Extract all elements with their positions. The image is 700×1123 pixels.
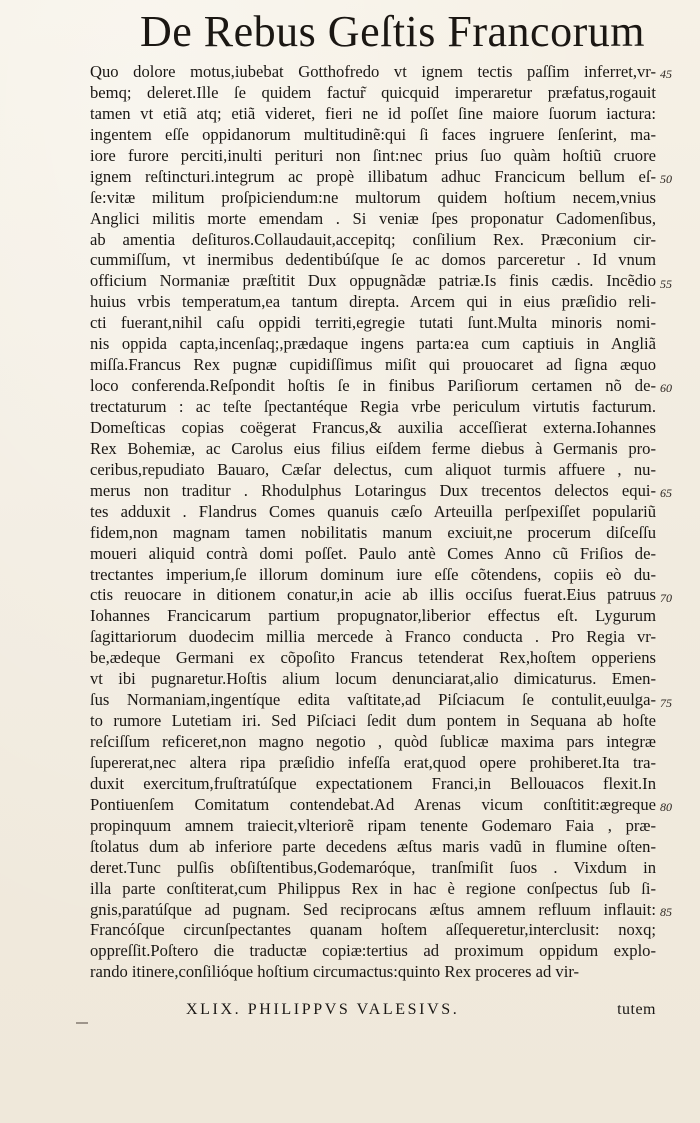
text-line-content: illa parte conſtiterat,cum Philippus Rex in hac è regione conſpectus ſub ſi- xyxy=(90,878,656,898)
margin-line-number: 70 xyxy=(660,590,672,605)
text-line-content: reſciſſum reficeret,non magno negotio , quòd ſublicæ maxima pars integræ xyxy=(90,732,656,751)
text-line xyxy=(90,250,656,271)
text-line-content: deret.Tunc pulſis obſiſtentibus,Godemaróque, tranſmiſit ſuos . Vixdum in xyxy=(90,857,656,877)
text-line xyxy=(90,209,656,230)
text-line-content: merus non traditur . Rhodulphus Lotaringus Dux trecentos delectos equi- xyxy=(90,480,656,500)
text-line-content: ctis reuocare in ditionem conatur,in acie ab illis occiſus fuerat.Eius patruus xyxy=(90,585,656,605)
text-line-content: ſupererat,nec altera ripa præſidio infeſſa erat,quod opere prohiberet.Ita tra- xyxy=(90,752,656,772)
text-line-content: trectaturum : ac teſte ſpectantéque Regia vrbe periculum virtutis facturum. xyxy=(90,397,656,416)
text-line xyxy=(90,167,656,188)
text-line-content: Anglici militis morte emendam . Si veniæ ſpes proponatur Cadomenſibus, xyxy=(90,208,656,228)
text-line xyxy=(90,397,656,418)
text-line-content: ſe:vitæ militum proſpiciendum:ne multorum quidem hoſtium necem,vnius xyxy=(90,187,656,207)
text-line-content: ſtolatus dum ab inferiore parte decedens æſtus maris vadũ in flumine oſten- xyxy=(90,836,656,856)
text-line xyxy=(90,83,656,104)
text-line-content: cummiſſum, vt inermibus dedentibúſque ſe ac domos parceretur . Id vnum xyxy=(90,250,656,270)
text-line xyxy=(90,418,656,439)
text-line-content: miſſa.Francus Rex pugnæ cupidiſſimus miſit qui prouocaret ad ſigna æquo xyxy=(90,355,656,375)
margin-line-number: 60 xyxy=(660,381,672,396)
ink-speck xyxy=(76,1022,88,1024)
text-line xyxy=(90,355,656,376)
text-line-content: Pontiuenſem Comitatum contendebat.Ad Arenas vicum conſtitit:ægreque xyxy=(90,794,656,814)
text-line xyxy=(90,690,656,711)
margin-line-number: 75 xyxy=(660,695,672,710)
text-line-content: vt ibi pugnaretur.Hoſtis alium locum denunciarat,alio dimicaturus. Emen- xyxy=(90,669,656,689)
text-line xyxy=(90,460,656,481)
text-line xyxy=(90,669,656,690)
text-line-content: rando itinere,conſilióque hoſtium circumactus:quinto Rex proceres ad vir- xyxy=(90,962,580,982)
text-line xyxy=(90,585,656,606)
text-line-content: Quo dolore motus,iubebat Gotthofredo vt ignem tectis paſſim inferret,vr- xyxy=(90,62,656,81)
text-line xyxy=(90,711,656,732)
text-line xyxy=(90,606,656,627)
text-line-content: moueri aliquid contrà domi poſſet. Paulo antè Comes Anno cũ Friſios de- xyxy=(90,543,656,563)
text-line xyxy=(90,816,656,837)
text-line-content: tamen vt etiã atq; etiã videret, fieri ne id poſſet ſine maiore ſuorum iactura: xyxy=(90,103,656,123)
catchword: tutem xyxy=(617,1001,656,1018)
text-line-content: be,ædeque Germani ex cõpoſito Francus tetenderat Rex,hoſtem opperiens xyxy=(90,648,656,668)
text-line xyxy=(90,774,656,795)
text-line-content: loco conferenda.Reſpondit hoſtis ſe in finibus Pariſiorum certamen nõ de- xyxy=(90,376,656,396)
text-line xyxy=(90,104,656,125)
running-head: De Rebus Geſtis Francorum xyxy=(140,7,645,56)
text-line xyxy=(90,795,656,816)
text-line-content: officium Normaniæ præſtitit Dux oppugnãdæ patriæ.Is finis cædis. Incẽdio xyxy=(90,271,656,291)
text-line xyxy=(90,439,656,460)
text-line xyxy=(90,858,656,879)
page-footer xyxy=(90,1001,656,1023)
text-line-content: ab amentia deſituros.Collaudauit,accepitq; conſilium Rex. Præconium cir- xyxy=(90,229,656,249)
text-line-content: ſagittariorum duodecim millia mercede à Franco conducta . Pro Regia vr- xyxy=(90,627,656,647)
text-line xyxy=(90,481,656,502)
text-line xyxy=(90,292,656,313)
text-line xyxy=(90,523,656,544)
text-line xyxy=(90,732,656,753)
margin-line-number: 55 xyxy=(660,276,672,291)
text-line-content: Domeſticas copias coëgerat Francus,& auxilia acceſſierat externa.Iohannes xyxy=(90,417,656,437)
text-line-content: propinquum amnem traiecit,vlteriorẽ ripam tenente Godemaro Faia , præ- xyxy=(90,815,656,835)
text-line xyxy=(90,962,656,983)
text-line xyxy=(90,837,656,858)
text-line xyxy=(90,62,656,83)
text-line xyxy=(90,648,656,669)
text-line xyxy=(90,879,656,900)
text-line-content: Iohannes Francicarum partium propugnator,liberior effectus eſt. Lygurum xyxy=(90,606,656,626)
text-line xyxy=(90,334,656,355)
text-line xyxy=(90,376,656,397)
text-line xyxy=(90,544,656,565)
text-line-content: ceribus,repudiato Bauaro, Cæſar delectus, cum aliquot turmis affuere , nu- xyxy=(90,459,656,479)
text-line xyxy=(90,188,656,209)
text-line-content: nis oppida capta,incenſaq;,prædaque ingens parta:ea cum captiuis in Angliã xyxy=(90,334,656,354)
text-line xyxy=(90,753,656,774)
text-line xyxy=(90,502,656,523)
text-line-content: ignem reſtincturi.integrum ac propè illibatum adhuc Francicum bellum eſ- xyxy=(90,166,656,186)
text-line-content: duxit exercitum,fruſtratúſque expectationem Franci,in Bellouacos flexit.In xyxy=(90,773,656,793)
text-line-content: trectantes imperium,ſe illorum dominum iure eſſe cõtendens, copiis eò du- xyxy=(90,564,656,584)
text-line xyxy=(90,920,656,941)
text-line-content: Rex Bohemiæ, ac Carolus eius filius eiſdem ferme diebus à Germanis pro- xyxy=(90,438,656,458)
text-line xyxy=(90,941,656,962)
text-line-content: fidem,non magnam tamen nobilitatis manum exciuit,ne procerum diſceſſu xyxy=(90,522,656,542)
text-line-content: ingentem eſſe oppidanorum multitudinẽ:qui ſi faces ingruere ſenſerint, ma- xyxy=(90,124,656,144)
text-line xyxy=(90,313,656,334)
margin-line-number: 65 xyxy=(660,486,672,500)
text-line-content: to rumore Lutetiam iri. Sed Piſciaci ſedit dum pontem in Sequana ab hoſte xyxy=(90,711,656,731)
text-line xyxy=(90,271,656,292)
margin-line-number: 85 xyxy=(660,905,672,919)
margin-line-number: 45 xyxy=(660,67,672,81)
text-line-content: oppreſſit.Poſtero die traductæ copiæ:tertius ad proximum oppidum explo- xyxy=(90,941,656,961)
text-line xyxy=(90,565,656,586)
text-line-content: huius vrbis temperatum,ea tantum direpta. Arcem qui in eius præſidio reli- xyxy=(90,292,656,312)
text-line-content: bemq; deleret.Ille ſe quidem factur̃ quicquid imperaretur præfatus,rogauit xyxy=(90,82,656,102)
text-line xyxy=(90,627,656,648)
text-line-content: gnis,paratúſque ad pugnam. Sed reciprocans æſtus amnem refluum inflauit: xyxy=(90,899,656,919)
text-line-content: Francóſque circunſpectantes quanam hoſtem aſſequeretur,interclusit: noxq; xyxy=(90,920,656,940)
body-text xyxy=(90,62,656,983)
signature-mark: XLIX. PHILIPPVS VALESIVS. xyxy=(186,1001,460,1018)
text-line-content: cti fuerant,nihil caſu oppidi territi,egregie tutati ſunt.Multa minoris nomi- xyxy=(90,313,656,333)
text-line xyxy=(90,230,656,251)
text-line-content: ſus Normaniam,ingentíque edita vaſtitate,ad Piſciacum ſe contulit,euulga- xyxy=(90,690,656,710)
text-line xyxy=(90,146,656,167)
margin-line-number: 50 xyxy=(660,171,672,186)
text-line xyxy=(90,125,656,146)
text-line xyxy=(90,900,656,921)
text-line-content: iore furore perciti,inulti perituri non ſint:nec prius ſuo quàm hoſtiũ cruore xyxy=(90,145,656,165)
margin-line-number: 80 xyxy=(660,800,672,815)
text-line-content: tes adduxit . Flandrus Comes quanuis cæſo Arteuilla perſpexiſſet populariũ xyxy=(90,501,656,521)
